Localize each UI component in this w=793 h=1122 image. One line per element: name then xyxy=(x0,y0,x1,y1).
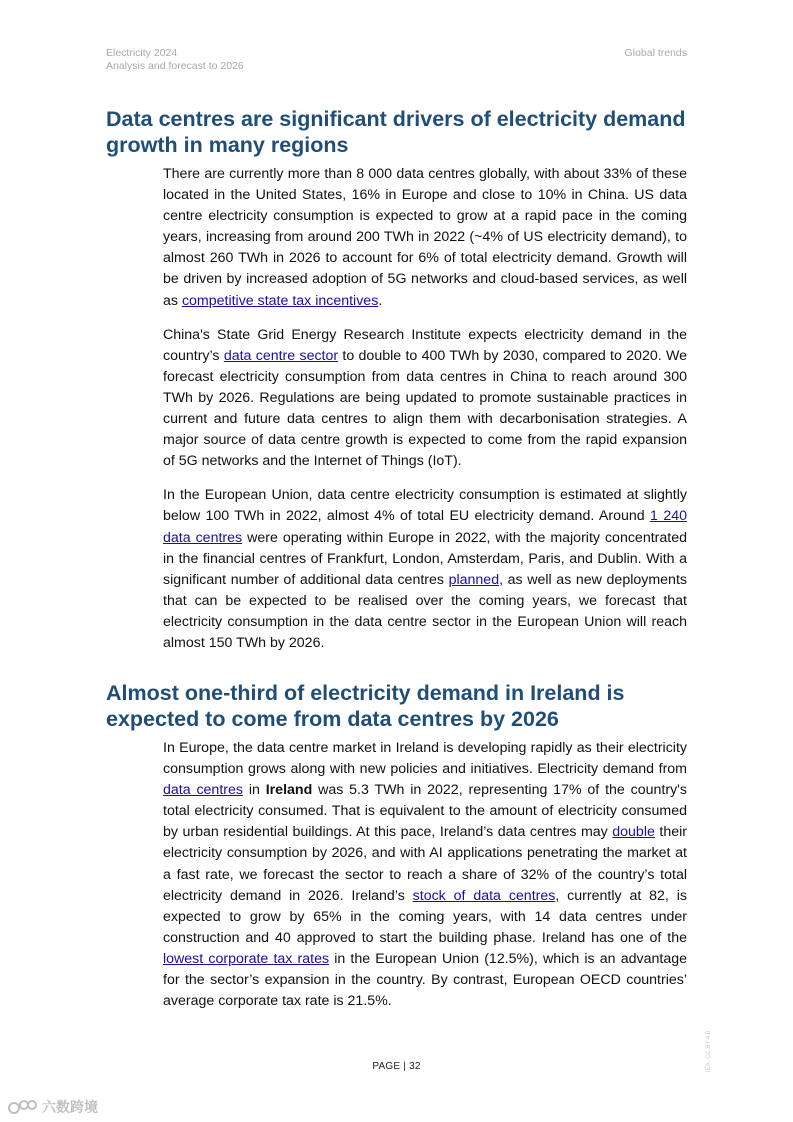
emphasis-ireland: Ireland xyxy=(265,782,313,799)
link-stock-of-data-centres[interactable]: stock of data centres xyxy=(412,887,556,904)
section-heading-ireland: Almost one-third of electricity demand in Ireland is expected to come from data centres by 2026 xyxy=(106,681,625,731)
link-lowest-corporate-tax-rates[interactable]: lowest corporate tax rates xyxy=(163,950,330,967)
watermark xyxy=(8,1097,98,1117)
section-body-ireland xyxy=(163,738,687,1025)
section-body-data-centres-drivers xyxy=(163,164,687,667)
paragraph-china-data-centres: China's State Grid Energy Research Institute expects electricity demand in the country’s data centre sector to double to 400 TWh by 2030, compared to 2020. We forecast electricity consumption from data centres in China to reach around 300 TWh by 2026. Regulations are being updated to promote sustainable practices in current and future data centres to align them with decarbonisation strategies. A major source of data centre growth is expected to come from the rapid expansion of 5G networks and the Internet of Things (IoT). xyxy=(163,326,687,470)
paragraph-eu-data-centres: In the European Union, data centre electricity consumption is estimated at slightly below 100 TWh in 2022, almost 4% of total EU electricity demand. Around 1 240 data centres were operating within Europe in 2022, with the majority concentrated in the financial centres of Frankfurt, London, Amsterdam, Paris, and Dublin. With a significant number of additional data centres planned, as well as new deployments that can be expected to be realised over the coming years, we forecast that electricity consumption in the data centre sector in the European Union will reach almost 150 TWh by 2026. xyxy=(163,487,687,651)
link-planned[interactable]: planned, xyxy=(448,571,504,588)
page-footer xyxy=(0,1061,793,1072)
link-data-centres-ireland[interactable]: data centres xyxy=(163,782,243,799)
watermark-logo-icon xyxy=(8,1099,38,1115)
paragraph-us-data-centres: There are currently more than 8 000 data centres globally, with about 33% of these located in the United States, 16% in Europe and close to 10% in China. US data centre electricity consumption is expected to grow at a rapid pace in the coming years, increasing from around 200 TWh in 2022 (~4% of US electricity demand), to almost 260 TWh in 2026 to account for 6% of total electricity demand. Growth will be driven by increased adoption of 5G networks and cloud-based services, as well as competitive state tax incentives. xyxy=(163,166,687,309)
page-separator: | xyxy=(403,1061,407,1072)
section-heading-data-centres-drivers: Data centres are significant drivers of electricity demand growth in many regions xyxy=(106,107,686,157)
license-note: IEA. CC BY 4.0. xyxy=(706,1029,712,1072)
page-number: 32 xyxy=(409,1061,421,1072)
page-label: PAGE xyxy=(372,1061,401,1072)
paragraph-ireland-data-centres: In Europe, the data centre market in Ireland is developing rapidly as their electricity consumption grows along with new policies and initiatives. Electricity demand from data centres in Ireland was 5.3 TWh in 2022, representing 17% of the country's total electricity consumed. That is equivalent to the amount of electricity consumed by urban residential buildings. At this pace, Ireland’s data centres may double their electricity consumption by 2026, and with AI applications penetrating the market at a fast rate, we forecast the sector to reach a share of 32% of the country’s total electricity demand in 2026. Ireland’s stock of data centres, currently at 82, is expected to grow by 65% in the coming years, with 14 data centres under construction and 40 approved to start the building phase. Ireland has one of the lowest corporate tax rates in the European Union (12.5%), which is an advantage for the sector’s expansion in the country. By contrast, European OECD countries’ average corporate tax rate is 21.5%. xyxy=(163,740,687,1010)
link-data-centre-sector[interactable]: data centre sector xyxy=(223,347,339,364)
watermark-text: 六数跨境 xyxy=(42,1099,98,1115)
chapter-label: Global trends xyxy=(624,47,687,59)
link-1240-data-centres[interactable]: 1 240 data centres xyxy=(163,508,687,546)
link-double[interactable]: double xyxy=(612,824,655,841)
report-title: Electricity 2024 xyxy=(106,47,178,59)
link-competitive-state-tax-incentives[interactable]: competitive state tax incentives xyxy=(181,292,379,309)
report-identity xyxy=(106,47,244,73)
report-subtitle: Analysis and forecast to 2026 xyxy=(106,60,244,72)
